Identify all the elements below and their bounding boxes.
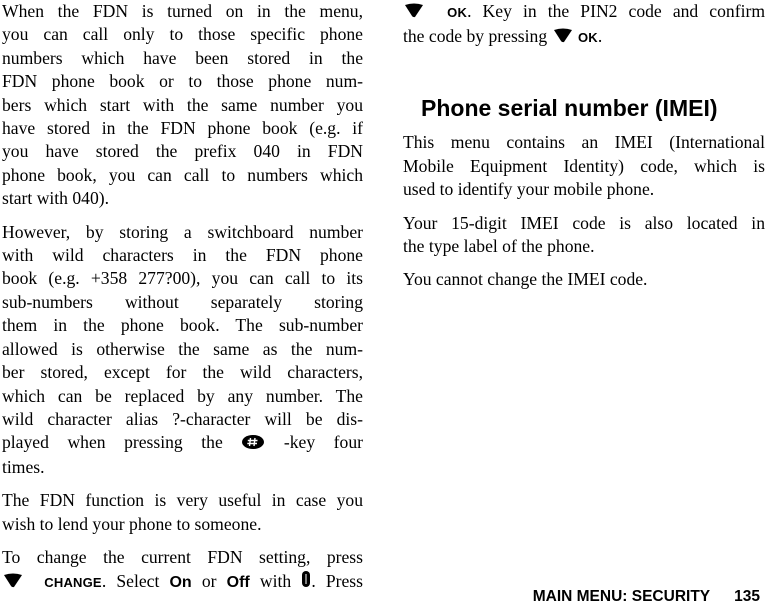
text-line: However, by storing a switchboard number	[2, 221, 363, 242]
text-line	[403, 25, 765, 50]
text-line	[2, 570, 363, 595]
text-line: This menu contains an IMEI (International	[403, 132, 765, 153]
section-heading-imei: Phone serial number (IMEI)	[421, 95, 718, 122]
ok-softkey-label: OK	[577, 29, 598, 45]
text-fragment: played when pressing the	[2, 432, 223, 453]
text-fragment: . Press	[311, 570, 363, 591]
fdn-paragraph-1	[2, 0, 363, 211]
fdn-paragraph-2	[2, 221, 363, 480]
change-softkey-label: CHANGE	[44, 574, 102, 590]
page-number: 135	[734, 588, 760, 605]
text-line: When the FDN is turned on in the menu,	[2, 1, 363, 21]
text-line: you have stored the prefix 040 in FDN	[2, 141, 363, 162]
text-line: which can be replaced by any number. The	[2, 385, 363, 406]
page-footer	[533, 588, 760, 610]
text-line: wild character alias ?-character will be dis-	[2, 408, 363, 429]
text-line: You cannot change the IMEI code.	[403, 269, 648, 290]
fdn-paragraph-4	[2, 546, 363, 595]
imei-paragraph-1	[403, 131, 765, 201]
text-line: FDN phone book or to those phone num-	[2, 71, 363, 92]
text-line: start with 040).	[2, 188, 110, 209]
text-line: Mobile Equipment Identity) code, which is	[403, 155, 765, 176]
right-column	[403, 0, 765, 302]
softkey-icon	[552, 26, 574, 49]
text-fragment: or	[201, 570, 217, 591]
text-line: the type label of the phone.	[403, 235, 595, 256]
text-line: phone book, you can call to numbers which	[2, 164, 363, 185]
imei-paragraph-2	[403, 212, 765, 259]
scroll-key-icon	[301, 570, 311, 594]
text-line: bers which start with the same number you	[2, 94, 363, 115]
imei-paragraph-3	[403, 268, 765, 291]
text-line: Your 15-digit IMEI code is also located in	[403, 212, 765, 233]
text-fragment: . Key in the PIN2 code and confirm	[467, 1, 765, 21]
text-line: sub-numbers without separately storing	[2, 291, 363, 312]
text-line: them in the phone book. The sub-number	[2, 315, 363, 336]
text-fragment: with	[259, 570, 292, 591]
text-line: you can call only to those specific phone	[2, 24, 363, 45]
footer-section-title: MAIN MENU: SECURITY	[532, 588, 711, 605]
text-fragment: . Select	[101, 570, 160, 591]
text-line: with wild characters in the FDN phone	[2, 245, 363, 266]
text-line: allowed is otherwise the same as the num-	[2, 338, 363, 359]
pin2-continuation	[403, 0, 765, 49]
text-line: book (e.g. +358 277?00), you can call to its	[2, 268, 363, 289]
text-line: The FDN function is very useful in case you	[2, 490, 363, 511]
left-column	[2, 0, 363, 605]
ok-softkey-label: OK	[447, 5, 468, 20]
text-line: times.	[2, 456, 45, 477]
fdn-paragraph-3	[2, 489, 363, 536]
text-line: used to identify your mobile phone.	[403, 179, 655, 200]
text-line: have stored in the FDN phone book (e.g. if	[2, 118, 363, 139]
softkey-icon	[403, 1, 425, 24]
text-line	[403, 0, 765, 25]
on-option-label: On	[169, 573, 192, 591]
text-fragment: the code by pressing	[403, 25, 548, 46]
off-option-label: Off	[226, 573, 250, 591]
text-fragment: -key four	[283, 432, 363, 453]
text-line	[2, 431, 363, 456]
text-fragment: .	[597, 25, 603, 46]
hash-key-icon	[241, 433, 265, 456]
text-line: ber stored, except for the wild characters,	[2, 362, 363, 383]
text-line: wish to lend your phone to someone.	[2, 513, 262, 534]
softkey-icon	[2, 571, 24, 594]
text-line: numbers which have been stored in the	[2, 47, 363, 68]
text-line: To change the current FDN setting, press	[2, 547, 363, 568]
